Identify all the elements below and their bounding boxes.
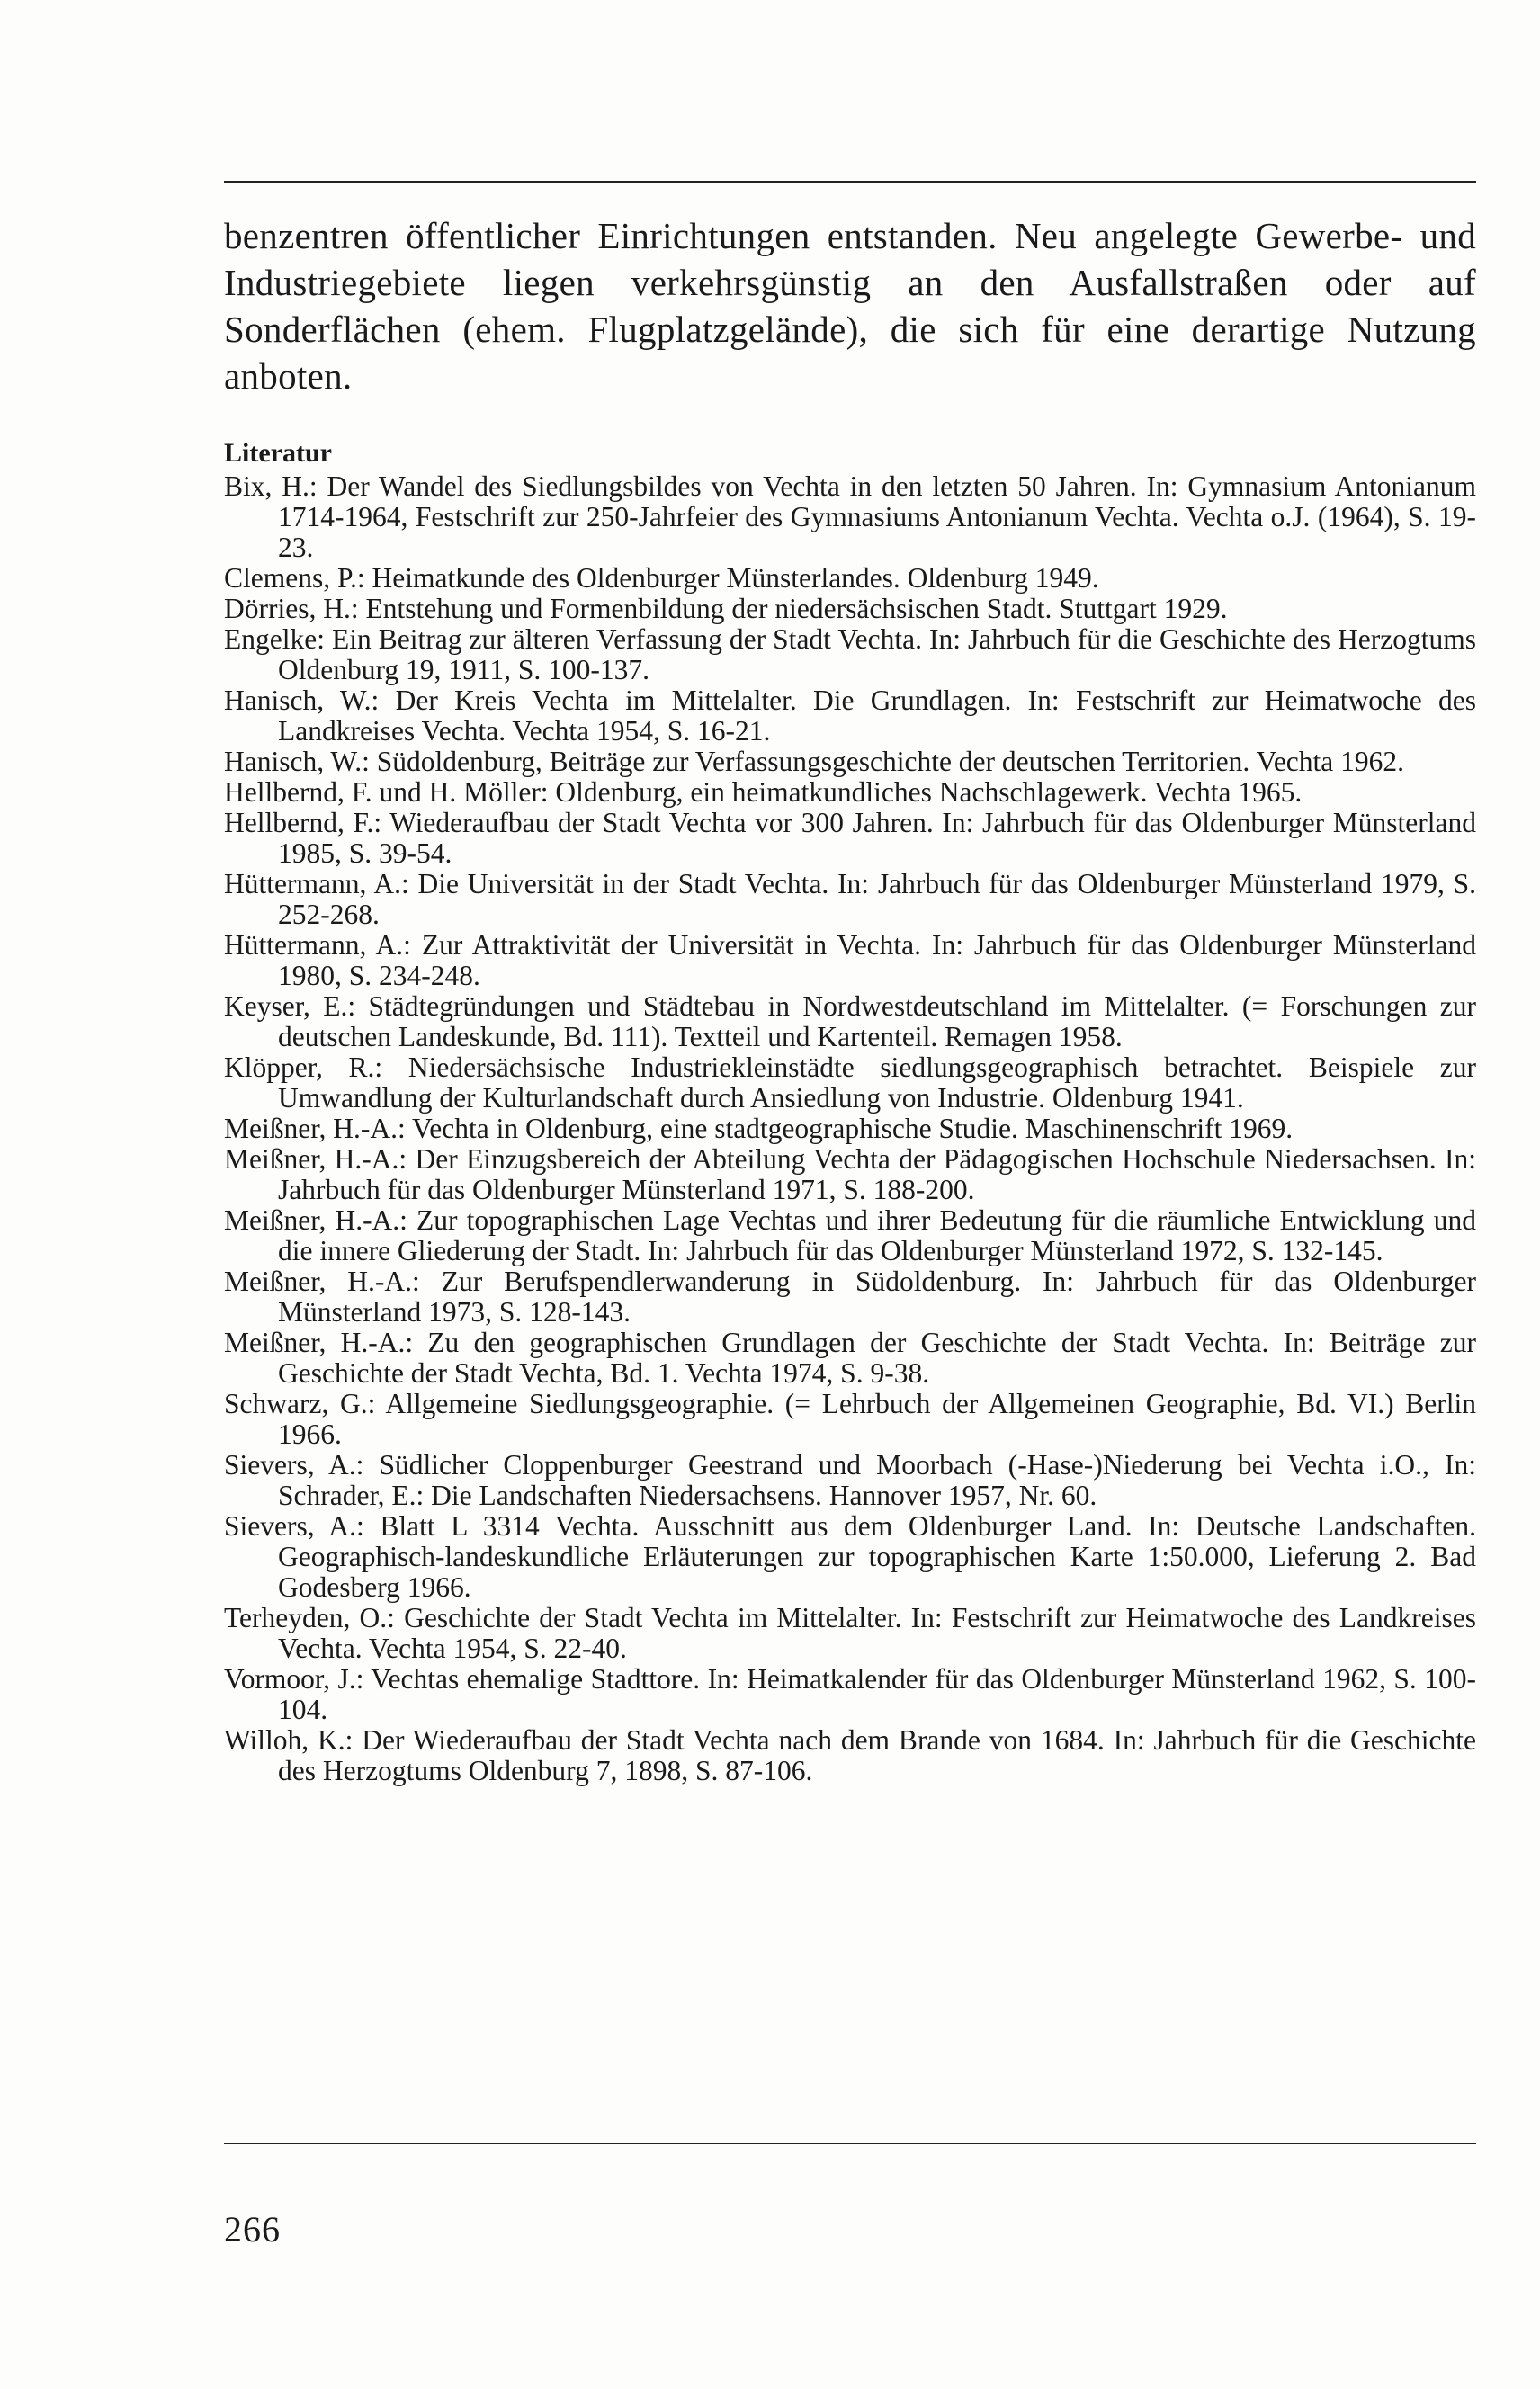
literature-entry: Meißner, H.-A.: Der Einzugsbereich der Abteilung Vechta der Pädagogischen Hochschule Niedersachsen. In: Jahrbuch für das Oldenburger Münsterland 1971, S. 188-200. xyxy=(224,1143,1476,1205)
literature-entry: Hüttermann, A.: Zur Attraktivität der Universität in Vechta. In: Jahrbuch für das Oldenburger Münsterland 1980, S. 234-248. xyxy=(224,929,1476,991)
intro-paragraph: benzentren öffentlicher Einrichtungen entstanden. Neu angelegte Gewerbe- und Industriegebiete liegen verkehrsgünstig an den Ausfallstraßen oder auf Sonderflächen (ehem. Flugplatzgelände), die sich für eine derartige Nutzung anboten. xyxy=(224,215,1476,397)
literature-entry: Hellbernd, F. und H. Möller: Oldenburg, ein heimatkundliches Nachschlagewerk. Vechta 1965. xyxy=(224,776,1303,808)
literature-entry: Hüttermann, A.: Die Universität in der Stadt Vechta. In: Jahrbuch für das Oldenburger Münsterland 1979, S. 252-268. xyxy=(224,868,1476,930)
literature-entry: Hellbernd, F.: Wiederaufbau der Stadt Vechta vor 300 Jahren. In: Jahrbuch für das Oldenburger Münsterland 1985, S. 39-54. xyxy=(224,807,1476,869)
literature-entry: Sievers, A.: Blatt L 3314 Vechta. Ausschnitt aus dem Oldenburger Land. In: Deutsche Landschaften. Geographisch-landeskundliche Erläuterungen zur topographischen Karte 1:50.000, Lieferung 2. Bad Godesberg 1966. xyxy=(224,1510,1476,1603)
top-rule xyxy=(224,181,1476,183)
literature-heading: Literatur xyxy=(224,438,332,468)
literature-entry: Terheyden, O.: Geschichte der Stadt Vechta im Mittelalter. In: Festschrift zur Heimatwoche des Landkreises Vechta. Vechta 1954, S. 22-40. xyxy=(224,1602,1476,1664)
literature-entry: Meißner, H.-A.: Zur Berufspendlerwanderung in Südoldenburg. In: Jahrbuch für das Oldenburger Münsterland 1973, S. 128-143. xyxy=(224,1266,1476,1328)
literature-entry: Vormoor, J.: Vechtas ehemalige Stadttore. In: Heimatkalender für das Oldenburger Münsterland 1962, S. 100-104. xyxy=(224,1663,1476,1725)
literature-entry: Klöpper, R.: Niedersächsische Industriekleinstädte siedlungsgeographisch betrachtet. Beispiele zur Umwandlung der Kulturlandschaft durch Ansiedlung von Industrie. Oldenburg 1941. xyxy=(224,1051,1476,1114)
literature-entry: Keyser, E.: Städtegründungen und Städtebau in Nordwestdeutschland im Mittelalter. (= Forschungen zur deutschen Landeskunde, Bd. 111). Textteil und Kartenteil. Remagen 1958. xyxy=(224,990,1476,1052)
literature-entry: Meißner, H.-A.: Zur topographischen Lage Vechtas und ihrer Bedeutung für die räumliche Entwicklung und die innere Gliederung der Stadt. In: Jahrbuch für das Oldenburger Münsterland 1972, S. 132-145. xyxy=(224,1204,1476,1266)
literature-entry: Clemens, P.: Heimatkunde des Oldenburger Münsterlandes. Oldenburg 1949. xyxy=(224,562,1099,594)
literature-entry: Sievers, A.: Südlicher Cloppenburger Geestrand und Moorbach (-Hase-)Niederung bei Vechta i.O., In: Schrader, E.: Die Landschaften Niedersachsens. Hannover 1957, Nr. 60. xyxy=(224,1449,1476,1511)
literature-entry: Schwarz, G.: Allgemeine Siedlungsgeographie. (= Lehrbuch der Allgemeinen Geographie, Bd. VI.) Berlin 1966. xyxy=(224,1388,1476,1450)
literature-entry: Dörries, H.: Entstehung und Formenbildung der niedersächsischen Stadt. Stuttgart 1929. xyxy=(224,593,1228,624)
literature-section xyxy=(224,437,1476,1786)
page-number: 266 xyxy=(224,2209,281,2250)
literature-entry: Meißner, H.-A.: Zu den geographischen Grundlagen der Geschichte der Stadt Vechta. In: Beiträge zur Geschichte der Stadt Vechta, Bd. 1. Vechta 1974, S. 9-38. xyxy=(224,1327,1476,1389)
literature-entry: Hanisch, W.: Der Kreis Vechta im Mittelalter. Die Grundlagen. In: Festschrift zur Heimatwoche des Landkreises Vechta. Vechta 1954, S. 16-21. xyxy=(224,684,1476,747)
literature-entry: Willoh, K.: Der Wiederaufbau der Stadt Vechta nach dem Brande von 1684. In: Jahrbuch für die Geschichte des Herzogtums Oldenburg 7, 1898, S. 87-106. xyxy=(224,1724,1476,1786)
literature-entry: Hanisch, W.: Südoldenburg, Beiträge zur Verfassungsgeschichte der deutschen Territorien. Vechta 1962. xyxy=(224,746,1405,777)
bottom-rule xyxy=(224,2143,1476,2144)
literature-entry: Meißner, H.-A.: Vechta in Oldenburg, eine stadtgeographische Studie. Maschinenschrift 1969. xyxy=(224,1113,1294,1144)
literature-entry: Engelke: Ein Beitrag zur älteren Verfassung der Stadt Vechta. In: Jahrbuch für die Geschichte des Herzogtums Oldenburg 19, 1911, S. 100-137. xyxy=(224,623,1476,685)
literature-entry: Bix, H.: Der Wandel des Siedlungsbildes von Vechta in den letzten 50 Jahren. In: Gymnasium Antonianum 1714-1964, Festschrift zur 250-Jahrfeier des Gymnasiums Antonianum Vechta. Vechta o.J. (1964), S. 19-23. xyxy=(224,470,1476,563)
literature-list xyxy=(224,471,1476,1786)
